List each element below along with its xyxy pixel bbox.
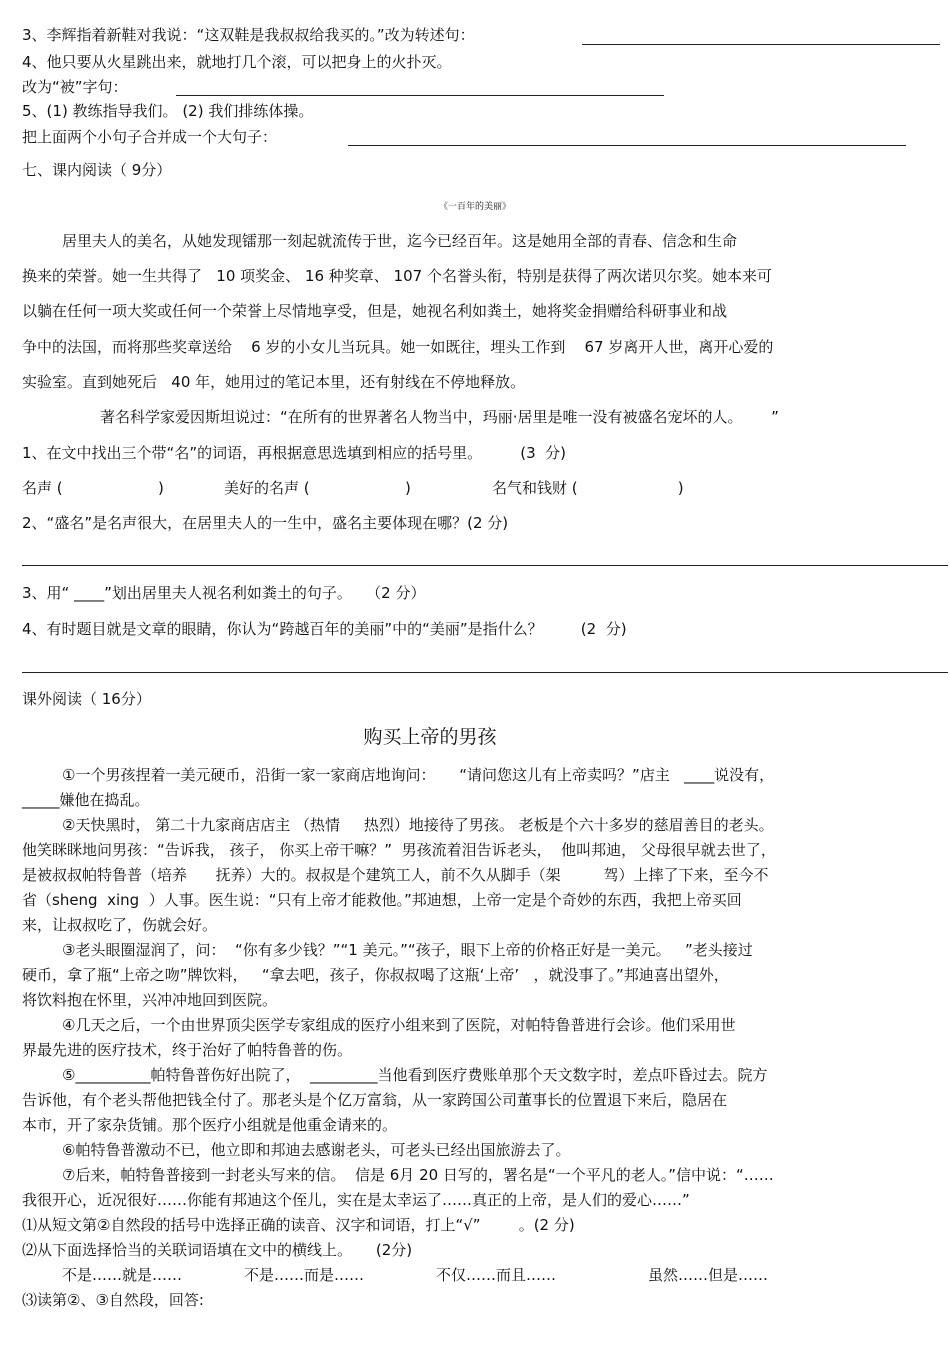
option-3[interactable]: 不仅……而且…… (436, 1266, 557, 1284)
paragraph-line: _____嫌他在捣乱。 (22, 791, 150, 809)
paragraph-line: ②天快黑时， 第二十九家商店店主 （热情 热烈）地接待了男孩。 老板是个六十多岁的慈眉善目的老头。 (62, 816, 774, 834)
question-a: ⑴从短文第②自然段的括号中选择正确的读音、汉字和词语，打上“√” 。(2 分) (22, 1216, 575, 1234)
paragraph-line: 硬币，拿了瓶“上帝之吻”牌饮料， “拿去吧，孩子，你叔叔喝了这瓶‘上帝’ ，就没事了。”邦迪喜出望外， (22, 966, 729, 984)
answer-line[interactable] (348, 145, 906, 146)
answer-line[interactable] (22, 565, 948, 566)
paragraph-line: ①一个男孩捏着一美元硬币，沿街一家一家商店地询问： “请问您这儿有上帝卖吗？”店主 ____说没有， (62, 766, 775, 784)
passage-title: 购买上帝的男孩 (363, 726, 497, 748)
paragraph-line: ④几天之后，一个由世界顶尖医学专家组成的医疗小组来到了医院，对帕特鲁普进行会诊。他们采用世 (62, 1016, 736, 1034)
option-4[interactable]: 虽然……但是…… (648, 1266, 769, 1284)
answer-line[interactable] (582, 44, 940, 45)
answer-bracket[interactable]: 名声 ( ) (22, 479, 164, 497)
section-heading: 七、课内阅读（ 9分） (22, 161, 172, 179)
question-c: ⑶读第②、③自然段，回答: (22, 1291, 204, 1309)
paragraph-line: 将饮料抱在怀里，兴冲冲地回到医院。 (22, 991, 278, 1009)
paragraph-line: 他笑眯眯地问男孩：“告诉我， 孩子， 你买上帝干嘛？” 男孩流着泪告诉老头， 他叫邦迪， 父母很早就去世了， (22, 841, 776, 859)
paragraph-line: 著名科学家爱因斯坦说过：“在所有的世界著名人物当中，玛丽·居里是唯一没有被盛名宠坏的人。 ” (100, 408, 779, 426)
paragraph-line: 来，让叔叔吃了，伤就会好。 (22, 916, 218, 934)
question-2: 2、“盛名”是名声很大，在居里夫人的一生中，盛名主要体现在哪？(2 分) (22, 514, 509, 532)
q6-item5-instruction: 把上面两个小句子合并成一个大句子： (22, 128, 278, 146)
paragraph-line: 告诉他，有个老头帮他把钱全付了。那老头是个亿万富翁，从一家跨国公司董事长的位置退下来后，隐居在 (22, 1091, 728, 1109)
answer-line[interactable] (22, 672, 948, 673)
option-1[interactable]: 不是……就是…… (62, 1266, 183, 1284)
q6-item4-instruction: 改为“被”字句： (22, 78, 128, 96)
question-b: ⑵从下面选择恰当的关联词语填在文中的横线上。 (2分) (22, 1241, 413, 1259)
passage-title: 《一百年的美丽》 (438, 202, 511, 212)
paragraph-line: ⑤__________帕特鲁普伤好出院了， _________当他看到医疗费账单那个天文数字时，差点吓昏过去。院方 (62, 1066, 768, 1084)
paragraph-line: ⑥帕特鲁普激动不已，他立即和邦迪去感谢老头，可老头已经出国旅游去了。 (62, 1141, 571, 1159)
paragraph-line: 实验室。直到她死后 40 年，她用过的笔记本里，还有射线在不停地释放。 (22, 373, 526, 391)
option-2[interactable]: 不是……而是…… (244, 1266, 365, 1284)
answer-bracket[interactable]: 名气和钱财 ( ) (492, 479, 684, 497)
paragraph-line: 以躺在任何一项大奖或任何一个荣誉上尽情地享受，但是，她视名利如粪土，她将奖金捐赠给科研事业和战 (22, 302, 728, 320)
q6-item4: 4、他只要从火星跳出来，就地打几个滚，可以把身上的火扑灭。 (22, 53, 452, 71)
paragraph-line: 我很开心，近况很好……你能有邦迪这个侄儿，实在是太幸运了……真正的上帝，是人们的爱心……” (22, 1191, 690, 1209)
answer-line[interactable] (176, 95, 664, 96)
question-3: 3、用“ ____”划出居里夫人视名利如粪土的句子。 （2 分） (22, 584, 426, 602)
question-1: 1、在文中找出三个带“名”的词语，再根据意思选填到相应的括号里。 (3 分) (22, 444, 567, 462)
answer-bracket[interactable]: 美好的名声 ( ) (224, 479, 411, 497)
paragraph-line: 省（sheng xing ）人事。医生说：“只有上帝才能救他。”邦迪想，上帝一定是个奇妙的东西，我把上帝买回 (22, 891, 742, 909)
q6-item3: 3、李辉指着新鞋对我说：“这双鞋是我叔叔给我买的。”改为转述句： (22, 26, 475, 44)
paragraph-line: 本市，开了家杂货铺。那个医疗小组就是他重金请来的。 (22, 1116, 398, 1134)
section-heading: 课外阅读（ 16分） (22, 690, 151, 708)
paragraph-line: 界最先进的医疗技术，终于治好了帕特鲁普的伤。 (22, 1041, 353, 1059)
paragraph-line: 是被叔叔帕特鲁普（培养 抚养）大的。叔叔是个建筑工人，前不久从脚手（架 驾）上摔了下来，至今不 (22, 866, 769, 884)
question-4: 4、有时题目就是文章的眼睛，你认为“跨越百年的美丽”中的“美丽”是指什么？ (2 分) (22, 620, 627, 638)
paragraph-line: ⑦后来，帕特鲁普接到一封老头写来的信。 信是 6月 20 日写的，署名是“一个平凡的老人。”信中说：“…… (62, 1166, 774, 1184)
q6-item5: 5、(1) 教练指导我们。 (2) 我们排练体操。 (22, 102, 314, 120)
paragraph-line: ③老头眼圈湿润了，问： “你有多少钱？”“1 美元。”“孩子，眼下上帝的价格正好是一美元。 ”老头接过 (62, 941, 753, 959)
paragraph-line: 换来的荣誉。她一生共得了 10 项奖金、 16 种奖章、 107 个名誉头衔，特别是获得了两次诺贝尔奖。她本来可 (22, 267, 772, 285)
paragraph-line: 争中的法国，而将那些奖章送给 6 岁的小女儿当玩具。她一如既往，埋头工作到 67 岁离开人世，离开心爱的 (22, 338, 774, 356)
paragraph-line: 居里夫人的美名，从她发现镭那一刻起就流传于世，迄今已经百年。这是她用全部的青春、信念和生命 (62, 232, 738, 250)
